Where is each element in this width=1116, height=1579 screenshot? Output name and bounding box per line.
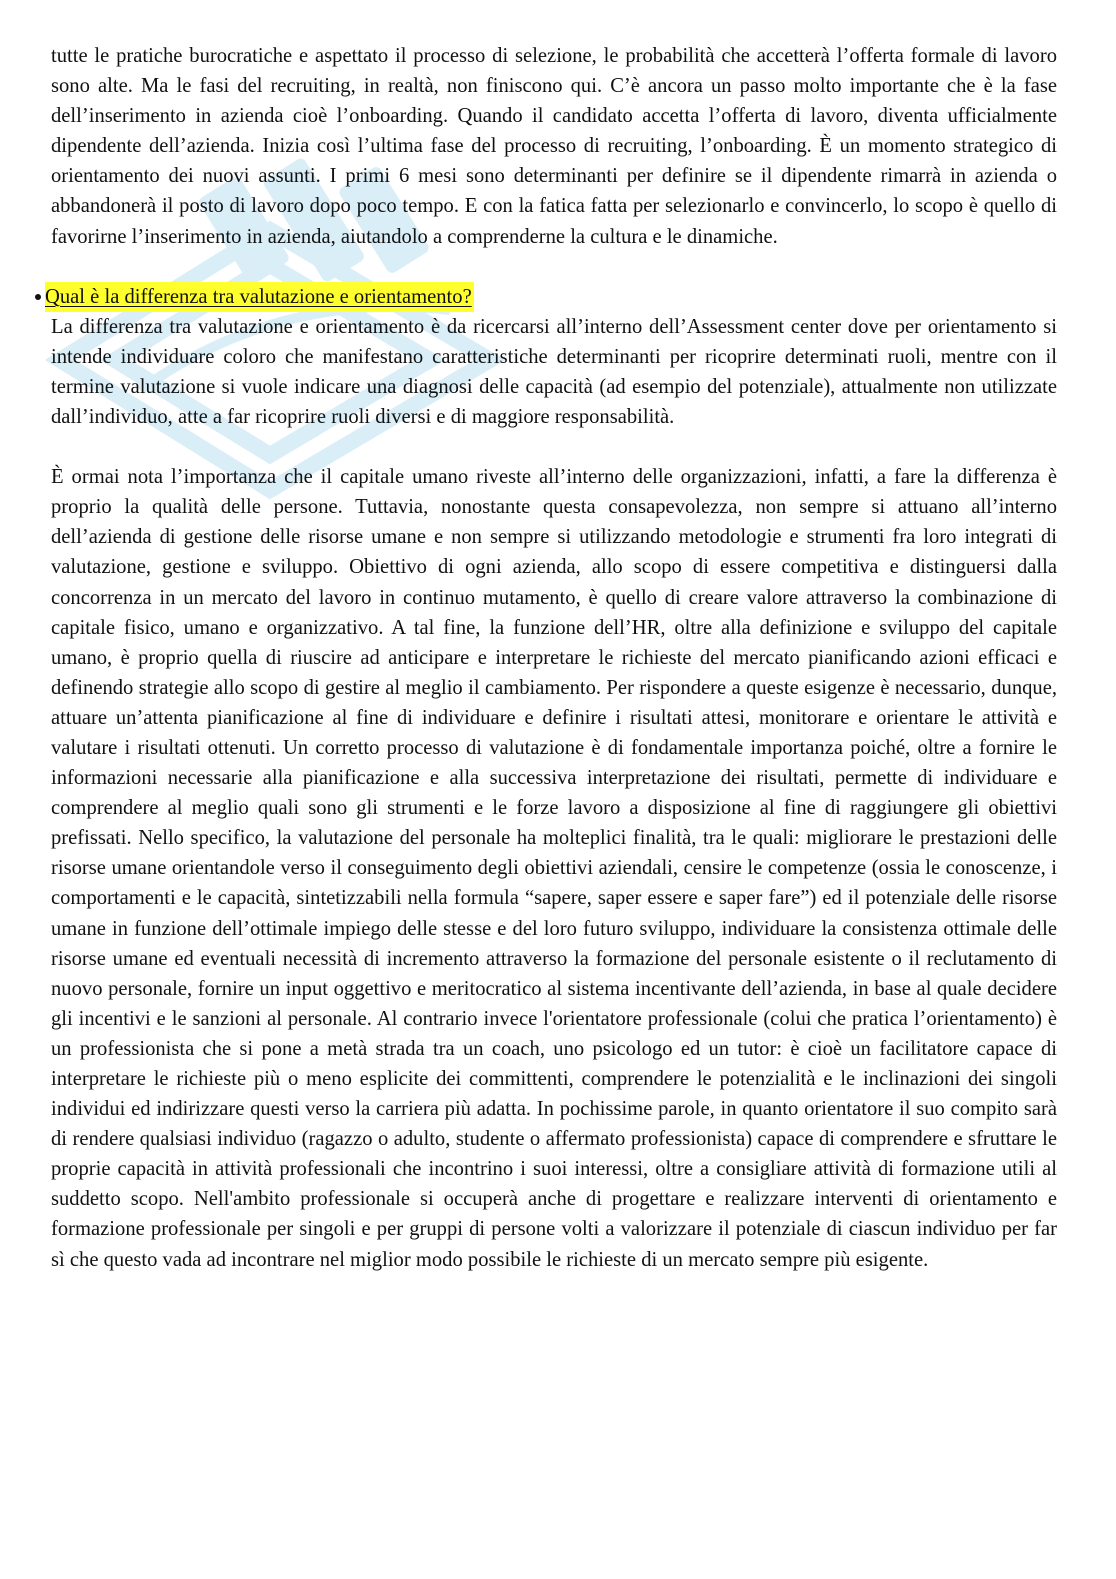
document-page	[45, 41, 1057, 1275]
intro-paragraph: tutte le pratiche burocratiche e aspettato il processo di selezione, le probabilità che accetterà l’offerta formale di lavoro sono alte. Ma le fasi del recruiting, in realtà, non finiscono qui. C’è ancora un passo molto importante che è la fase dell’inserimento in azienda cioè l’onboarding. Quando il candidato accetta l’offerta di lavoro, diventa ufficialmente dipendente dell’azienda. Inizia così l’ultima fase del processo di recruiting, l’onboarding. È un momento strategico di orientamento dei nuovi assunti. I primi 6 mesi sono determinanti per definire se il dipendente rimarrà in azienda o abbandonerà il posto di lavoro dopo poco tempo. E con la fatica fatta per selezionarlo e convincerlo, lo scopo è quello di favorirne l’inserimento in azienda, aiutandolo a comprenderne la cultura e le dinamiche.	[51, 45, 1057, 248]
bullet-icon	[35, 294, 41, 300]
paragraph-gap	[51, 432, 1057, 462]
question-heading: Qual è la differenza tra valutazione e orientamento?	[45, 282, 474, 312]
body-paragraph: È ormai nota l’importanza che il capitale umano riveste all’interno delle organizzazioni, infatti, a fare la differenza è proprio la qualità delle persone. Tuttavia, nonostante questa consapevolezza, non sempre si attuano all’interno dell’azienda di gestione delle risorse umane e non sempre si utilizzando metodologie e strumenti fra loro integrati di valutazione, gestione e sviluppo. Obiettivo di ogni azienda, allo scopo di essere competitiva e distinguersi dalla concorrenza in un mercato del lavoro in continuo mutamento, è quello di creare valore attraverso la combinazione di capitale fisico, umano e organizzativo. A tal fine, la funzione dell’HR, oltre alla definizione e sviluppo del capitale umano, è proprio quella di riuscire ad anticipare e interpretare le richieste del mercato pianificando azioni efficaci e definendo strategie allo scopo di gestire al meglio il cambiamento. Per rispondere a queste esigenze è necessario, dunque, attuare un’attenta pianificazione al fine di individuare e definire i risultati attesi, monitorare e orientare le attività e valutare i risultati ottenuti. Un corretto processo di valutazione è di fondamentale importanza poiché, oltre a fornire le informazioni necessarie alla pianificazione e alla successiva interpretazione dei risultati, permette di individuare e comprendere al meglio quali sono gli strumenti e le forze lavoro a disposizione al fine di raggiungere gli obiettivi prefissati. Nello specifico, la valutazione del personale ha molteplici finalità, tra le quali: migliorare le prestazioni delle risorse umane orientandole verso il conseguimento degli obiettivi aziendali, censire le competenze (ossia le conoscenze, i comportamenti e le capacità, sintetizzabili nella formula “sapere, saper essere e saper fare”) ed il potenziale delle risorse umane in funzione dell’ottimale impiego delle stesse e del loro futuro sviluppo, individuare la consistenza ottimale delle risorse umane ed eventuali necessità di incremento attraverso la formazione del personale esistente o il reclutamento di nuovo personale, fornire un input oggettivo e meritocratico al sistema incentivante dell’azienda, in base al quale decidere gli incentivi e le sanzioni al personale. Al contrario invece l'orientatore professionale (colui che pratica l’orientamento) è un professionista che si pone a metà strada tra un coach, uno psicologo ed un tutor: è cioè un facilitatore capace di interpretare le richieste più o meno esplicite dei committenti, comprendere le potenzialità e le inclinazioni dei singoli individui ed indirizzare questi verso la carriera più adatta. In pochissime parole, in quanto orientatore il suo compito sarà di rendere qualsiasi individuo (ragazzo o adulto, studente o affermato professionista) capace di comprendere e sfruttare le proprie capacità in attività professionali che incontrino i suoi interessi, oltre a consigliare attività di formazione utili al suddetto scopo. Nell'ambito professionale si occuperà anche di progettare e realizzare interventi di orientamento e formazione professionale per singoli e per gruppi di persone volti a valorizzare il potenziale di ciascun individuo per far sì che questo vada ad incontrare nel miglior modo possibile le richieste di un mercato sempre più esigente.	[51, 466, 1057, 1271]
answer-paragraph: La differenza tra valutazione e orientamento è da ricercarsi all’interno dell’Assessment center dove per orientamento si intende individuare coloro che manifestano caratteristiche determinanti per ricoprire determinati ruoli, mentre con il termine valutazione si vuole indicare una diagnosi delle capacità (ad esempio del potenziale), attualmente non utilizzate dall’individuo, atte a far ricoprire ruoli diversi e di maggiore responsabilità.	[51, 315, 1057, 429]
question-line	[45, 282, 1057, 312]
paragraph-gap	[51, 252, 1057, 282]
